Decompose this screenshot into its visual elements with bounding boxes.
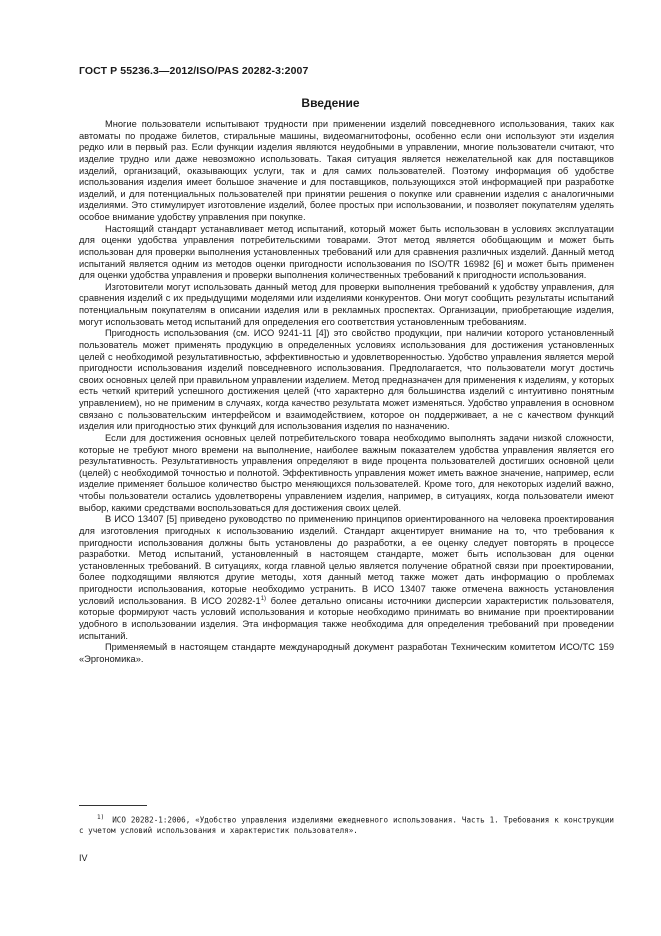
document-header: ГОСТ Р 55236.3—2012/ISO/PAS 20282-3:2007 (79, 65, 309, 77)
footnote-text: ИСО 20282-1:2006, «Удобство управления изделиями ежедневного использования. Часть 1. Требования к конструкции с учетом условий использования и характеристик пользователя». (79, 815, 614, 836)
page-number: IV (79, 853, 88, 863)
paragraph: Если для достижения основных целей потребительского товара необходимо выполнять задачи низкой сложности, которые не требуют много времени на выполнение, наиболее важным показателем удобства управления является его результативность. Результативность управления определяют в виде процента пользователей достигших основной цели (целей) с необходимой точностью и полнотой. Эффективность управления может иметь важное значение, например, если изделие применяет большое количество быстро меняющихся пользователей. Кроме того, для некоторых изделий важно, чтобы пользователи остались удовлетворены управлением изделия, например, в ситуациях, когда пользователи имеют выбор, какими средствами воспользоваться для достижения своих целей. (79, 432, 614, 513)
footnote-marker: 1) (97, 814, 105, 821)
body-text (79, 119, 614, 665)
footnote (79, 813, 614, 837)
paragraph-text: В ИСО 13407 [5] приведено руководство по применению принципов ориентированного на человека проектирования для изготовления пригодных к использованию изделий. Стандарт акцентирует внимание на то, что требования к пригодности использования должны быть установлены до разработки, а ее оценку следует повторять в процессе разработки. Метод испытаний, установленный в настоящем стандарте, может быть использован для оценки установленных требований. В ситуациях, когда главной целью является получение обратной связи при проектировании, более подходящими являются другие методы, хотя данный метод также может дать информацию о проблемах пригодности использования, которые необходимо устранить. В ИСО 13407 также отмечена важность установления условий использования. В ИСО 20282-1 (79, 514, 614, 606)
paragraph-text: более детально описаны источники дисперсии характеристик пользователя, которые формируют часть условий использования и которые необходимо принимать во внимание при проектировании удобного в использовании изделия. Эта информация также необходима для определения требований при проведении испытаний. (79, 595, 614, 641)
paragraph: Многие пользователи испытывают трудности при применении изделий повседневного использования, таких как автоматы по продаже билетов, стиральные машины, видеомагнитофоны, особенно если они используют эти изделия редко или в первый раз. Если функции изделия являются неудобными в управлении, многие пользователи считают, что изделие трудно или даже невозможно использовать. Такая ситуация является нежелательной как для поставщиков изделий, организаций, оказывающих услуги, так и для самих пользователей. Поэтому информация об удобстве использования изделия имеет большое значение и для поставщиков, пользующихся этой информацией при разработке изделий, и для потенциальных пользователей при принятии решения о покупке или сравнении изделия с аналогичными изделиями. Это стимулирует изготовление изделий, более простых при использовании, и позволяет покупателям уделять особое внимание удобству управления при покупке. (79, 119, 614, 222)
paragraph (79, 514, 614, 642)
footnote-reference: 1) (260, 595, 267, 602)
section-title: Введение (301, 96, 360, 110)
paragraph: Пригодность использования (см. ИСО 9241-11 [4]) это свойство продукции, при наличии которого установленный пользователь может применять продукцию в определенных условиях использования для достижения установленных целей с необходимой результативностью, эффективностью и удовлетворенностью. Удобство управления является мерой пригодности использования изделий повседневного использования. Предполагается, что пользователи могут достичь своих основных целей при правильном управлении изделием. Метод предназначен для применения к изделиям, у которых есть четкий критерий успешного достижения целей (что характерно для большинства изделий с интуитивно понятным управлением), но не применим в случаях, когда качество результата может изменяться. Удобство управления в основном связано с пользовательским интерфейсом и взаимодействием, которое он поддерживает, а не с качеством функций изделия или пригодностью этих функций для использования изделия по назначению. (79, 328, 615, 432)
paragraph: Настоящий стандарт устанавливает метод испытаний, который может быть использован в условиях эксплуатации для оценки удобства управления потребительскими товарами. Этот метод является обобщающим и может быть использован для проверки выполнения установленных требований или для сравнения различных изделий. Данный метод испытаний является одним из методов оценки пригодности использования по ISO/TR 16982 [6] и может быть применен для оценки удобства управления и проверки выполнения количественных требований к пригодности использования. (79, 223, 614, 281)
footnote-divider (79, 805, 147, 806)
paragraph: Изготовители могут использовать данный метод для проверки выполнения требований к удобству управления, для сравнения изделий с их предыдущими моделями или изделиями конкурентов. Они могут сообщить результаты испытаний потенциальным покупателям в описании изделия или в рекламных проспектах. Организации, приобретающие изделия, могут использовать метод испытаний для определения его соответствия установленным требованиям. (79, 281, 614, 327)
paragraph: Применяемый в настоящем стандарте международный документ разработан Техническим комитетом ИСО/ТС 159 «Эргономика». (79, 642, 614, 664)
